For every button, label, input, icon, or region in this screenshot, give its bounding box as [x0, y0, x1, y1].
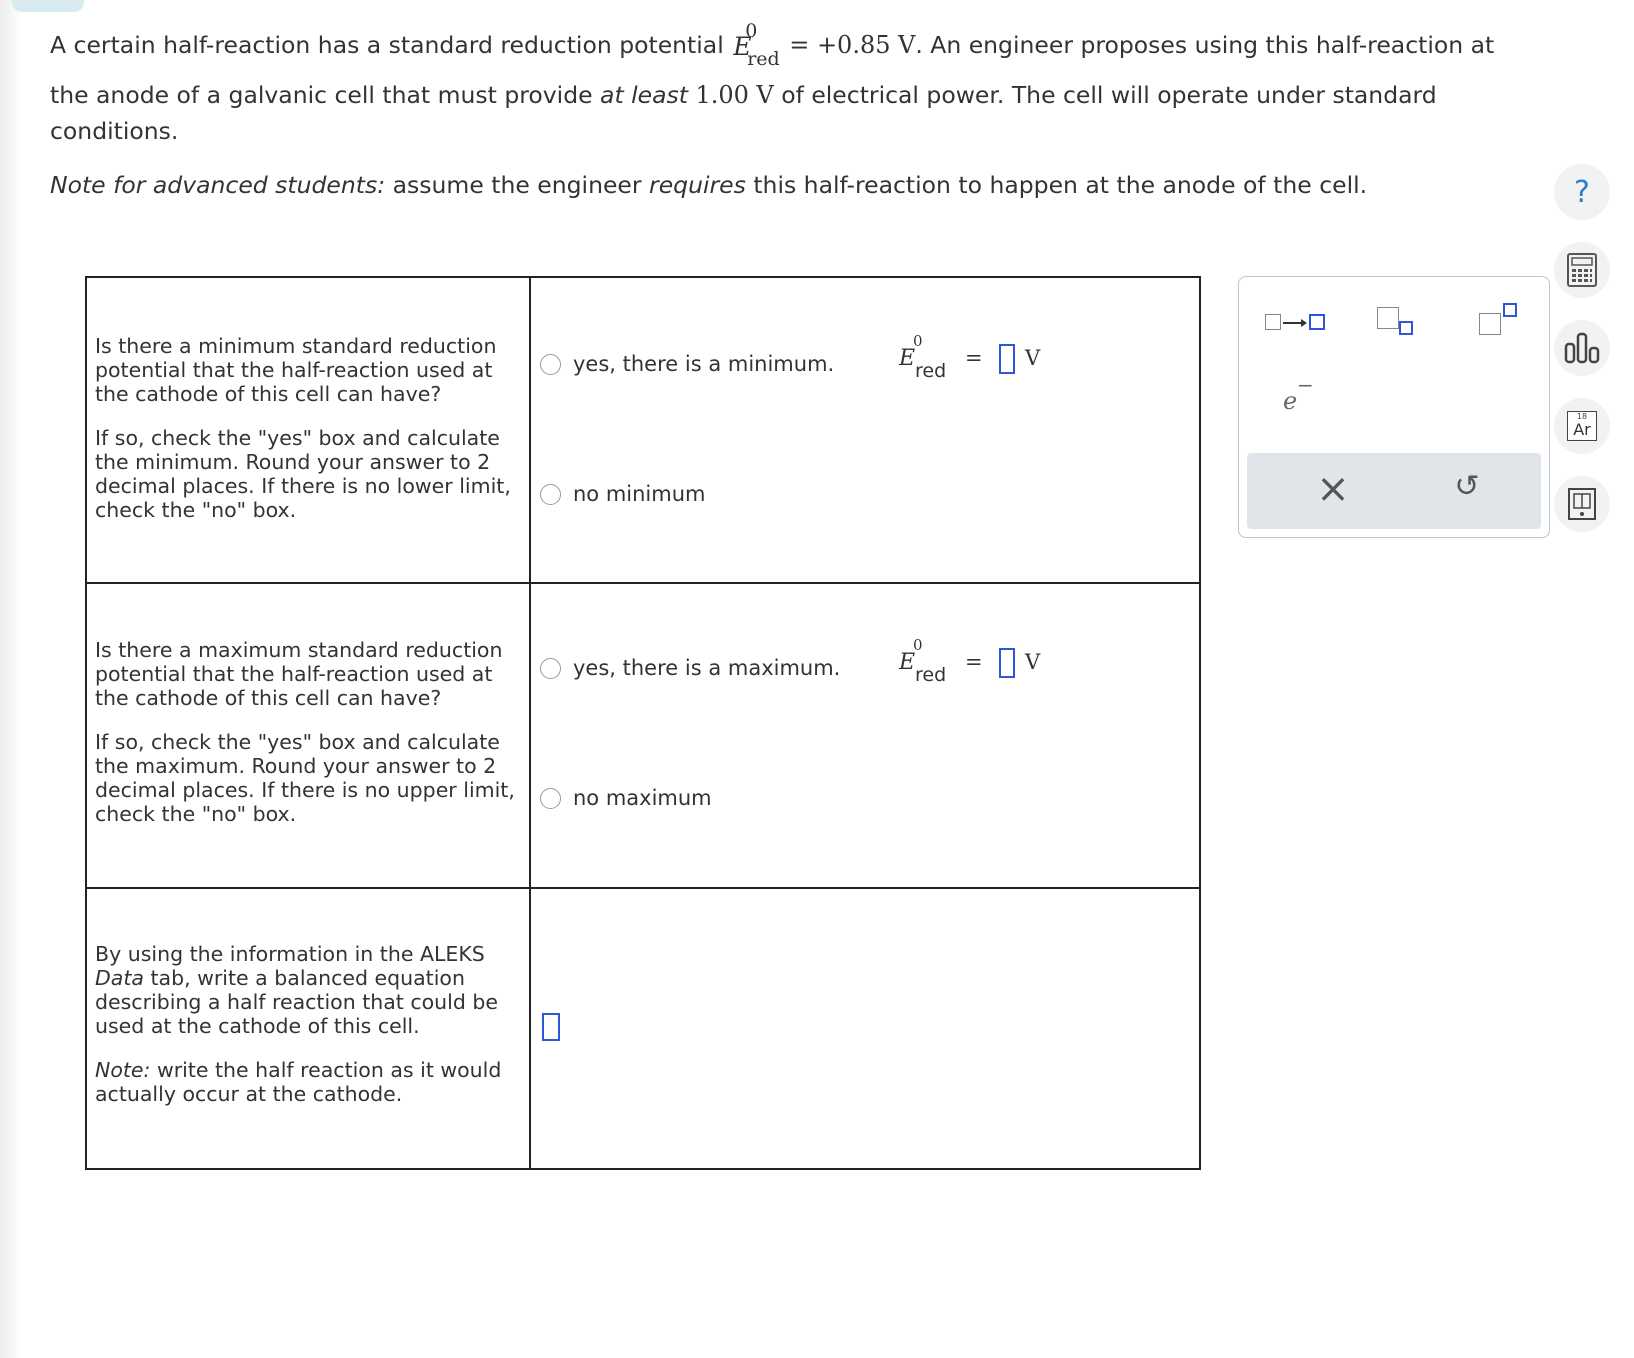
advanced-note: Note for advanced students: assume the engineer requires this half-reaction to happen at the anode of the cell.: [50, 171, 1368, 199]
reference-book-icon: [1567, 487, 1597, 521]
reaction-arrow-button[interactable]: [1265, 311, 1327, 335]
top-tab-button[interactable]: [12, 0, 84, 12]
electron-button[interactable]: e −: [1283, 373, 1314, 415]
maximum-e-red-entry: E 0 red = V: [899, 636, 1041, 686]
e-red-value: = +0.85: [789, 31, 891, 59]
no-maximum-option[interactable]: no maximum: [540, 786, 712, 810]
problem-line-3: conditions.: [50, 117, 179, 145]
yes-maximum-radio[interactable]: [540, 658, 561, 679]
column-divider: [529, 278, 531, 1168]
yes-minimum-option[interactable]: yes, there is a minimum.: [540, 352, 834, 376]
no-minimum-radio[interactable]: [540, 484, 561, 505]
question-icon: ?: [1574, 174, 1590, 210]
reference-book-button[interactable]: [1554, 476, 1610, 532]
maximum-value-input[interactable]: [999, 648, 1015, 678]
problem-line-2: the anode of a galvanic cell that must provide at least 1.00 V of electrical power. The cell will operate under standard: [50, 81, 1437, 109]
arrow-icon: [1283, 319, 1307, 327]
row-divider: [87, 582, 1199, 584]
periodic-table-icon: 18 Ar: [1567, 411, 1597, 441]
subscript-button[interactable]: [1377, 307, 1423, 339]
undo-icon[interactable]: ↺: [1454, 469, 1480, 504]
bar-chart-icon: [1564, 332, 1600, 364]
no-maximum-radio[interactable]: [540, 788, 561, 809]
minimum-e-red-entry: E 0 red = V: [899, 332, 1041, 382]
help-button[interactable]: [1554, 164, 1610, 220]
minimum-question: Is there a minimum standard reduction potential that the half-reaction used at the cathode of this cell can have? If so, check the "yes" box and calculate the minimum. Round your answer to 2 decimal places. If there is no lower limit, check the "no" box.: [95, 334, 511, 522]
periodic-table-button[interactable]: [1554, 398, 1610, 454]
yes-maximum-option[interactable]: yes, there is a maximum.: [540, 656, 840, 680]
clear-icon[interactable]: ×: [1316, 466, 1350, 512]
left-edge-shade: [0, 0, 22, 1358]
maximum-question: Is there a maximum standard reduction potential that the half-reaction used at the cathode of this cell can have? If so, check the "yes" box and calculate the maximum. Round your answer to 2 decimal places. If there is no upper limit, check the "no" box.: [95, 638, 515, 826]
yes-minimum-radio[interactable]: [540, 354, 561, 375]
half-reaction-question: By using the information in the ALEKS Data tab, write a balanced equation describing a half reaction that could be used at the cathode of this cell. Note: write the half reaction as it would actually occur at the cathode.: [95, 942, 502, 1106]
e-red-symbol: E 0 red: [733, 20, 780, 70]
row-divider: [87, 887, 1199, 889]
palette-action-bar: [1247, 453, 1541, 529]
half-reaction-input[interactable]: [542, 1013, 560, 1041]
math-palette: [1238, 276, 1550, 538]
problem-line-1: A certain half-reaction has a standard reduction potential E 0 red = +0.85 V. An engineer proposes using this half-reaction at: [50, 20, 1495, 70]
minimum-value-input[interactable]: [999, 344, 1015, 374]
superscript-button[interactable]: [1479, 303, 1525, 339]
answer-table: [85, 276, 1201, 1170]
calculator-button[interactable]: [1554, 242, 1610, 298]
no-minimum-option[interactable]: no minimum: [540, 482, 706, 506]
data-chart-button[interactable]: [1554, 320, 1610, 376]
calculator-icon: [1567, 253, 1597, 287]
